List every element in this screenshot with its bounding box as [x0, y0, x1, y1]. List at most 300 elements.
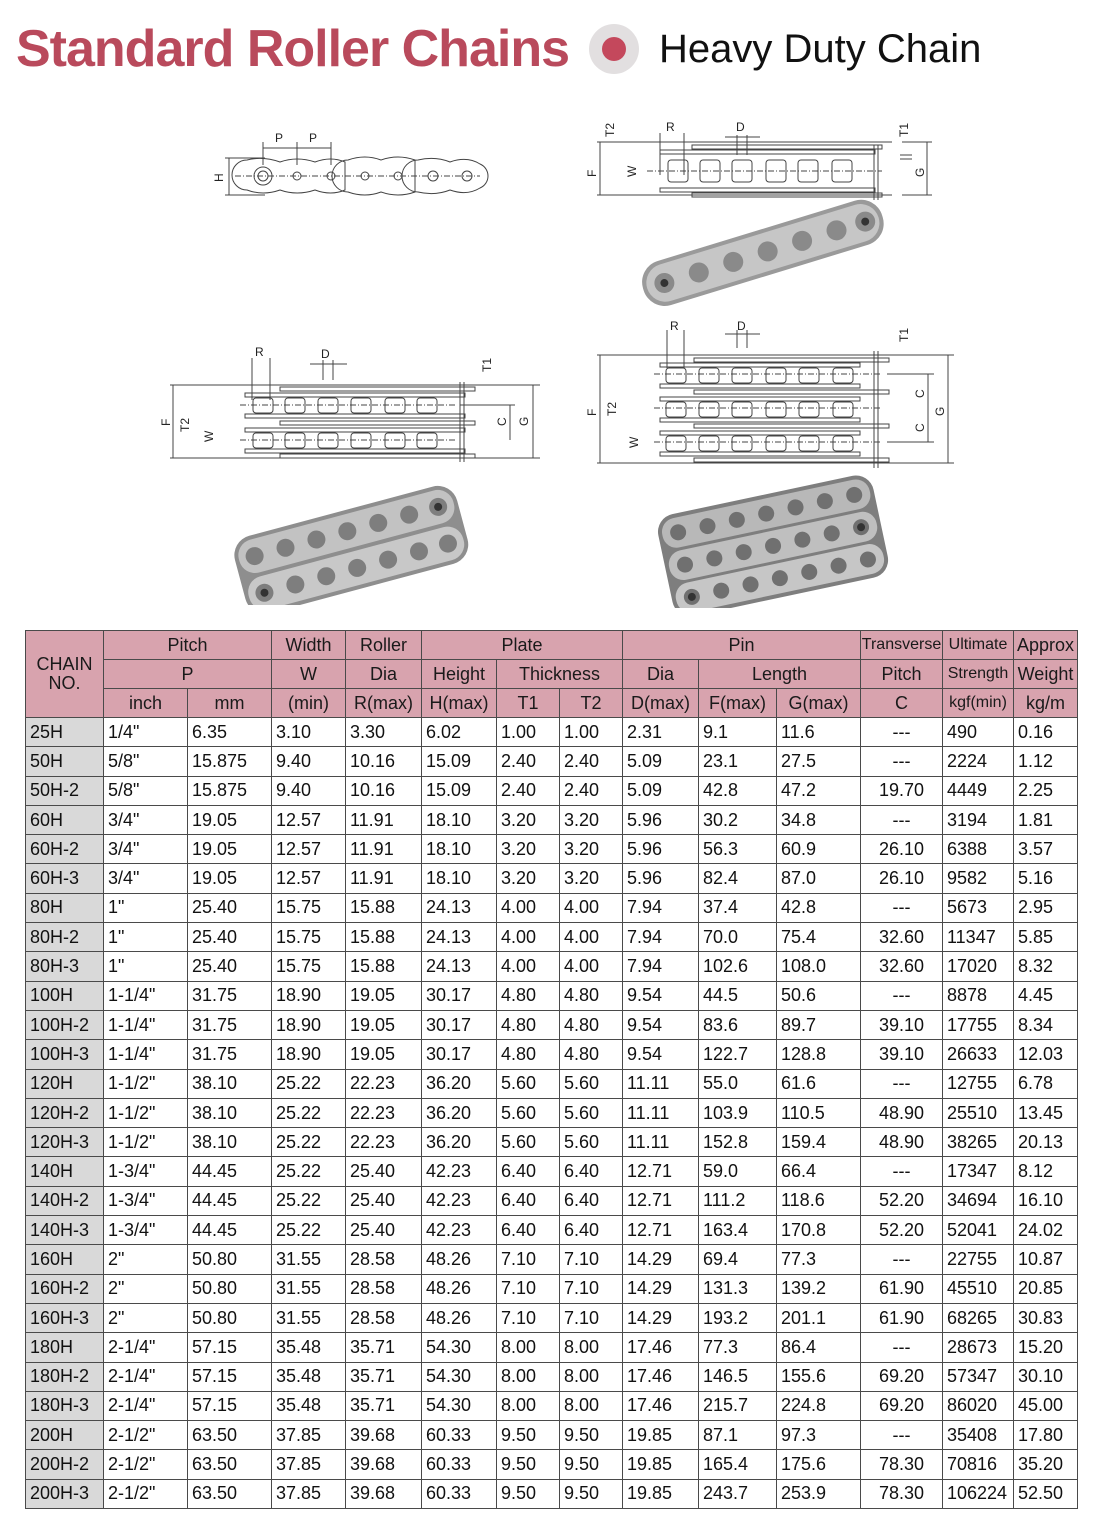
- page-subtitle: Heavy Duty Chain: [659, 27, 982, 71]
- cell-plate-t1: 7.10: [497, 1274, 560, 1303]
- cell-plate-h: 18.10: [422, 835, 497, 864]
- cell-plate-t2: 5.60: [560, 1069, 623, 1098]
- pin-dia-label: D: [737, 319, 746, 333]
- cell-pin-d: 2.31: [623, 718, 699, 747]
- table-row: [26, 776, 1078, 805]
- cell-chain-no: 140H-3: [26, 1216, 104, 1245]
- cell-pitch-inch: 1-1/4": [104, 1010, 188, 1039]
- cell-pitch-inch: 2-1/4": [104, 1333, 188, 1362]
- w-label: W: [202, 430, 216, 442]
- cell-plate-t2: 6.40: [560, 1157, 623, 1186]
- cell-ultimate-strength: 490: [943, 718, 1014, 747]
- col-roller-group: Roller: [346, 631, 422, 660]
- roller-label: R: [255, 345, 264, 359]
- col-plate-t1: T1: [497, 689, 560, 718]
- c-label: C: [495, 417, 509, 426]
- cell-chain-no: 100H: [26, 981, 104, 1010]
- cell-pitch-mm: 19.05: [188, 864, 272, 893]
- col-width-group: Width: [272, 631, 346, 660]
- cell-approx-weight: 2.95: [1014, 893, 1078, 922]
- cell-pitch-mm: 25.40: [188, 952, 272, 981]
- cell-pitch-inch: 1": [104, 952, 188, 981]
- cell-plate-h: 30.17: [422, 981, 497, 1010]
- col-ultimate-strength: Strength: [943, 660, 1014, 689]
- cell-plate-t1: 3.20: [497, 805, 560, 834]
- cell-approx-weight: 2.25: [1014, 776, 1078, 805]
- cell-pin-d: 5.09: [623, 776, 699, 805]
- cell-pin-d: 14.29: [623, 1274, 699, 1303]
- col-plate-h: H(max): [422, 689, 497, 718]
- cell-pin-d: 9.54: [623, 981, 699, 1010]
- cell-plate-t1: 6.40: [497, 1186, 560, 1215]
- cell-transverse-c: 69.20: [861, 1362, 943, 1391]
- cell-pin-d: 11.11: [623, 1069, 699, 1098]
- cell-pitch-inch: 1-3/4": [104, 1186, 188, 1215]
- cell-approx-weight: 1.81: [1014, 805, 1078, 834]
- cell-pin-d: 9.54: [623, 1040, 699, 1069]
- cell-chain-no: 180H-3: [26, 1391, 104, 1420]
- cell-pitch-inch: 3/4": [104, 864, 188, 893]
- c-label-2: C: [913, 423, 927, 432]
- cell-pitch-mm: 57.15: [188, 1362, 272, 1391]
- cell-pin-f: 70.0: [699, 923, 777, 952]
- table-row: [26, 1245, 1078, 1274]
- cell-approx-weight: 8.34: [1014, 1010, 1078, 1039]
- cell-plate-h: 24.13: [422, 923, 497, 952]
- cell-transverse-c: ---: [861, 1245, 943, 1274]
- cell-plate-t2: 4.00: [560, 923, 623, 952]
- cell-approx-weight: 3.57: [1014, 835, 1078, 864]
- cell-approx-weight: 17.80: [1014, 1421, 1078, 1450]
- cell-pitch-inch: 1": [104, 923, 188, 952]
- cell-pitch-mm: 44.45: [188, 1216, 272, 1245]
- cell-chain-no: 80H-3: [26, 952, 104, 981]
- cell-ultimate-strength: 86020: [943, 1391, 1014, 1420]
- cell-approx-weight: 8.32: [1014, 952, 1078, 981]
- col-pitch-group: Pitch: [104, 631, 272, 660]
- cell-pitch-mm: 57.15: [188, 1333, 272, 1362]
- cell-roller-r: 39.68: [346, 1450, 422, 1479]
- table-row: [26, 1274, 1078, 1303]
- header-row-3: [26, 689, 1078, 718]
- cell-pin-g: 253.9: [777, 1479, 861, 1508]
- cell-transverse-c: ---: [861, 747, 943, 776]
- col-transverse-group: Transverse: [861, 631, 943, 660]
- cell-plate-t1: 1.00: [497, 718, 560, 747]
- cell-pin-d: 9.54: [623, 1010, 699, 1039]
- cell-width-min: 18.90: [272, 981, 346, 1010]
- pitch-label-1: P: [275, 131, 284, 145]
- cell-roller-r: 22.23: [346, 1069, 422, 1098]
- t2-label: T2: [603, 122, 617, 137]
- f-label: F: [159, 418, 173, 426]
- cell-plate-h: 60.33: [422, 1450, 497, 1479]
- cell-approx-weight: 24.02: [1014, 1216, 1078, 1245]
- cell-pin-g: 175.6: [777, 1450, 861, 1479]
- cell-pin-f: 77.3: [699, 1333, 777, 1362]
- table-row: [26, 1362, 1078, 1391]
- cell-plate-t2: 8.00: [560, 1362, 623, 1391]
- cell-pin-g: 89.7: [777, 1010, 861, 1039]
- cell-roller-r: 11.91: [346, 805, 422, 834]
- cell-roller-r: 10.16: [346, 776, 422, 805]
- cell-plate-t2: 4.80: [560, 1040, 623, 1069]
- table-row: [26, 835, 1078, 864]
- cell-ultimate-strength: 12755: [943, 1069, 1014, 1098]
- cell-ultimate-strength: 34694: [943, 1186, 1014, 1215]
- cell-ultimate-strength: 8878: [943, 981, 1014, 1010]
- cell-pitch-inch: 1-3/4": [104, 1216, 188, 1245]
- cell-pitch-mm: 15.875: [188, 776, 272, 805]
- cell-pin-g: 86.4: [777, 1333, 861, 1362]
- cell-approx-weight: 10.87: [1014, 1245, 1078, 1274]
- cell-transverse-c: 32.60: [861, 923, 943, 952]
- cell-chain-no: 180H-2: [26, 1362, 104, 1391]
- cell-pitch-mm: 6.35: [188, 718, 272, 747]
- cell-width-min: 37.85: [272, 1421, 346, 1450]
- cell-approx-weight: 13.45: [1014, 1098, 1078, 1127]
- cell-plate-t1: 2.40: [497, 747, 560, 776]
- cell-pin-g: 87.0: [777, 864, 861, 893]
- cell-plate-h: 42.23: [422, 1186, 497, 1215]
- cell-pin-f: 102.6: [699, 952, 777, 981]
- cell-pin-g: 155.6: [777, 1362, 861, 1391]
- cell-pitch-inch: 2": [104, 1274, 188, 1303]
- cell-plate-t2: 1.00: [560, 718, 623, 747]
- table-row: [26, 893, 1078, 922]
- cell-plate-h: 42.23: [422, 1216, 497, 1245]
- cell-pin-g: 11.6: [777, 718, 861, 747]
- table-row: [26, 952, 1078, 981]
- cell-plate-t1: 3.20: [497, 864, 560, 893]
- cell-ultimate-strength: 70816: [943, 1450, 1014, 1479]
- cell-pin-f: 111.2: [699, 1186, 777, 1215]
- table-row: [26, 1479, 1078, 1508]
- cell-pitch-inch: 2-1/2": [104, 1479, 188, 1508]
- cell-chain-no: 200H-2: [26, 1450, 104, 1479]
- cell-pitch-inch: 3/4": [104, 805, 188, 834]
- col-pin-f: F(max): [699, 689, 777, 718]
- cell-chain-no: 200H: [26, 1421, 104, 1450]
- chain-spec-table: [25, 630, 1078, 1509]
- t2-label: T2: [178, 417, 192, 432]
- col-plate-t2: T2: [560, 689, 623, 718]
- cell-plate-t2: 9.50: [560, 1479, 623, 1508]
- cell-plate-t2: 7.10: [560, 1303, 623, 1332]
- cell-plate-t2: 3.20: [560, 805, 623, 834]
- cell-plate-h: 54.30: [422, 1391, 497, 1420]
- cell-roller-r: 11.91: [346, 864, 422, 893]
- cell-pitch-inch: 2": [104, 1245, 188, 1274]
- cell-roller-r: 35.71: [346, 1362, 422, 1391]
- cell-transverse-c: 26.10: [861, 864, 943, 893]
- cell-width-min: 31.55: [272, 1274, 346, 1303]
- cell-plate-t2: 8.00: [560, 1333, 623, 1362]
- cell-pin-g: 77.3: [777, 1245, 861, 1274]
- cell-pitch-mm: 31.75: [188, 1040, 272, 1069]
- col-ultimate-group: Ultimate: [943, 631, 1014, 660]
- cell-ultimate-strength: 68265: [943, 1303, 1014, 1332]
- cell-plate-h: 36.20: [422, 1128, 497, 1157]
- cell-pin-d: 12.71: [623, 1186, 699, 1215]
- cell-pin-g: 108.0: [777, 952, 861, 981]
- cell-plate-t1: 6.40: [497, 1216, 560, 1245]
- cell-pin-d: 17.46: [623, 1362, 699, 1391]
- cell-pitch-inch: 2-1/4": [104, 1362, 188, 1391]
- table-row: [26, 1069, 1078, 1098]
- cell-pitch-inch: 2": [104, 1303, 188, 1332]
- duplex-drawing: [155, 340, 540, 605]
- cell-plate-h: 48.26: [422, 1274, 497, 1303]
- cell-plate-t1: 4.00: [497, 923, 560, 952]
- cell-plate-t1: 9.50: [497, 1479, 560, 1508]
- cell-pitch-inch: 1-1/2": [104, 1098, 188, 1127]
- cell-ultimate-strength: 5673: [943, 893, 1014, 922]
- cell-approx-weight: 52.50: [1014, 1479, 1078, 1508]
- cell-width-min: 3.10: [272, 718, 346, 747]
- cell-approx-weight: 30.83: [1014, 1303, 1078, 1332]
- g-label: G: [933, 406, 947, 416]
- cell-ultimate-strength: 17020: [943, 952, 1014, 981]
- cell-pin-d: 5.96: [623, 835, 699, 864]
- table-row: [26, 718, 1078, 747]
- cell-pin-f: 103.9: [699, 1098, 777, 1127]
- table-row: [26, 1098, 1078, 1127]
- cell-plate-t2: 3.20: [560, 864, 623, 893]
- cell-transverse-c: 48.90: [861, 1098, 943, 1127]
- cell-plate-t1: 7.10: [497, 1303, 560, 1332]
- f-label: F: [585, 408, 599, 416]
- cell-ultimate-strength: 17755: [943, 1010, 1014, 1039]
- cell-approx-weight: 30.10: [1014, 1362, 1078, 1391]
- cell-transverse-c: 39.10: [861, 1010, 943, 1039]
- cell-roller-r: 22.23: [346, 1098, 422, 1127]
- cell-pin-g: 75.4: [777, 923, 861, 952]
- g-label: G: [517, 416, 531, 426]
- cell-roller-r: 25.40: [346, 1216, 422, 1245]
- cell-roller-r: 35.71: [346, 1391, 422, 1420]
- cell-width-min: 18.90: [272, 1040, 346, 1069]
- col-approx-unit: kg/m: [1014, 689, 1078, 718]
- cell-transverse-c: 48.90: [861, 1128, 943, 1157]
- table-header: [26, 631, 1078, 718]
- cell-plate-t1: 4.80: [497, 1010, 560, 1039]
- cell-plate-h: 30.17: [422, 1040, 497, 1069]
- t2-label: T2: [605, 401, 619, 416]
- cell-pin-d: 17.46: [623, 1333, 699, 1362]
- cell-approx-weight: 12.03: [1014, 1040, 1078, 1069]
- simplex-chain-diagram: [582, 115, 942, 310]
- cell-pitch-inch: 1-1/4": [104, 981, 188, 1010]
- col-approx-weight: Weight: [1014, 660, 1078, 689]
- cell-pitch-mm: 25.40: [188, 893, 272, 922]
- cell-plate-t1: 8.00: [497, 1391, 560, 1420]
- cell-pin-f: 165.4: [699, 1450, 777, 1479]
- table-row: [26, 1128, 1078, 1157]
- cell-approx-weight: 6.78: [1014, 1069, 1078, 1098]
- cell-chain-no: 50H: [26, 747, 104, 776]
- cell-ultimate-strength: 106224: [943, 1479, 1014, 1508]
- cell-approx-weight: 8.12: [1014, 1157, 1078, 1186]
- cell-pin-d: 19.85: [623, 1421, 699, 1450]
- col-width-min: (min): [272, 689, 346, 718]
- cell-pitch-mm: 38.10: [188, 1128, 272, 1157]
- cell-roller-r: 3.30: [346, 718, 422, 747]
- header-row-1: [26, 631, 1078, 660]
- cell-pin-f: 9.1: [699, 718, 777, 747]
- cell-plate-t1: 4.80: [497, 1040, 560, 1069]
- col-pin-dia: Dia: [623, 660, 699, 689]
- cell-roller-r: 15.88: [346, 893, 422, 922]
- cell-pitch-inch: 1/4": [104, 718, 188, 747]
- cell-pin-f: 44.5: [699, 981, 777, 1010]
- cell-chain-no: 120H-2: [26, 1098, 104, 1127]
- cell-plate-t2: 9.50: [560, 1450, 623, 1479]
- cell-width-min: 15.75: [272, 893, 346, 922]
- cell-pin-f: 152.8: [699, 1128, 777, 1157]
- cell-chain-no: 60H-3: [26, 864, 104, 893]
- header-row-2: [26, 660, 1078, 689]
- cell-plate-t1: 8.00: [497, 1362, 560, 1391]
- cell-approx-weight: 5.85: [1014, 923, 1078, 952]
- triplex-drawing: [582, 318, 962, 608]
- cell-pin-f: 37.4: [699, 893, 777, 922]
- cell-width-min: 25.22: [272, 1157, 346, 1186]
- cell-ultimate-strength: 57347: [943, 1362, 1014, 1391]
- cell-transverse-c: ---: [861, 1069, 943, 1098]
- page-title: Standard Roller Chains: [16, 20, 569, 78]
- cell-pin-g: 118.6: [777, 1186, 861, 1215]
- cell-ultimate-strength: 2224: [943, 747, 1014, 776]
- cell-pin-f: 131.3: [699, 1274, 777, 1303]
- cell-pin-f: 55.0: [699, 1069, 777, 1098]
- cell-transverse-c: ---: [861, 1421, 943, 1450]
- table-row: [26, 1040, 1078, 1069]
- cell-pitch-mm: 50.80: [188, 1303, 272, 1332]
- cell-pin-d: 11.11: [623, 1098, 699, 1127]
- page-header: [16, 14, 981, 84]
- cell-plate-t1: 7.10: [497, 1245, 560, 1274]
- cell-width-min: 35.48: [272, 1362, 346, 1391]
- cell-pitch-inch: 1": [104, 893, 188, 922]
- cell-plate-t1: 5.60: [497, 1128, 560, 1157]
- cell-chain-no: 160H: [26, 1245, 104, 1274]
- cell-ultimate-strength: 52041: [943, 1216, 1014, 1245]
- cell-pin-g: 224.8: [777, 1391, 861, 1420]
- cell-approx-weight: 20.85: [1014, 1274, 1078, 1303]
- cell-plate-t1: 6.40: [497, 1157, 560, 1186]
- cell-chain-no: 100H-2: [26, 1010, 104, 1039]
- col-plate-group: Plate: [422, 631, 623, 660]
- w-label: W: [627, 436, 641, 448]
- cell-ultimate-strength: 17347: [943, 1157, 1014, 1186]
- cell-roller-r: 15.88: [346, 952, 422, 981]
- cell-pin-g: 159.4: [777, 1128, 861, 1157]
- cell-pin-d: 19.85: [623, 1450, 699, 1479]
- cell-transverse-c: 26.10: [861, 835, 943, 864]
- cell-pin-f: 83.6: [699, 1010, 777, 1039]
- col-pin-group: Pin: [623, 631, 861, 660]
- col-ultimate-unit: kgf(min): [943, 689, 1014, 718]
- cell-chain-no: 160H-3: [26, 1303, 104, 1332]
- cell-pitch-inch: 1-1/4": [104, 1040, 188, 1069]
- table-row: [26, 1303, 1078, 1332]
- cell-plate-t2: 5.60: [560, 1098, 623, 1127]
- t1-label: T1: [897, 327, 911, 342]
- cell-ultimate-strength: 11347: [943, 923, 1014, 952]
- cell-approx-weight: 35.20: [1014, 1450, 1078, 1479]
- triplex-chain-diagram: [582, 318, 962, 608]
- cell-plate-t2: 2.40: [560, 747, 623, 776]
- cell-ultimate-strength: 26633: [943, 1040, 1014, 1069]
- cell-pin-g: 34.8: [777, 805, 861, 834]
- cell-roller-r: 11.91: [346, 835, 422, 864]
- cell-pin-d: 19.85: [623, 1479, 699, 1508]
- cell-plate-t2: 4.80: [560, 981, 623, 1010]
- cell-approx-weight: 15.20: [1014, 1333, 1078, 1362]
- cell-plate-t2: 4.80: [560, 1010, 623, 1039]
- table-row: [26, 1186, 1078, 1215]
- cell-pin-f: 163.4: [699, 1216, 777, 1245]
- t1-label: T1: [480, 357, 494, 372]
- cell-pitch-mm: 63.50: [188, 1421, 272, 1450]
- cell-width-min: 37.85: [272, 1450, 346, 1479]
- cell-plate-h: 36.20: [422, 1098, 497, 1127]
- cell-chain-no: 25H: [26, 718, 104, 747]
- cell-width-min: 12.57: [272, 835, 346, 864]
- cell-pitch-mm: 50.80: [188, 1245, 272, 1274]
- cell-chain-no: 160H-2: [26, 1274, 104, 1303]
- cell-roller-r: 28.58: [346, 1274, 422, 1303]
- cell-width-min: 25.22: [272, 1186, 346, 1215]
- table-row: [26, 981, 1078, 1010]
- cell-plate-t1: 4.00: [497, 952, 560, 981]
- cell-width-min: 35.48: [272, 1333, 346, 1362]
- cell-roller-r: 19.05: [346, 1040, 422, 1069]
- col-roller-dia: Dia: [346, 660, 422, 689]
- cell-chain-no: 140H: [26, 1157, 104, 1186]
- cell-plate-h: 18.10: [422, 864, 497, 893]
- cell-plate-h: 15.09: [422, 776, 497, 805]
- cell-pin-g: 61.6: [777, 1069, 861, 1098]
- cell-approx-weight: 16.10: [1014, 1186, 1078, 1215]
- cell-pin-d: 5.09: [623, 747, 699, 776]
- cell-pin-f: 193.2: [699, 1303, 777, 1332]
- col-plate-thickness: Thickness: [497, 660, 623, 689]
- cell-pin-d: 7.94: [623, 893, 699, 922]
- cell-width-min: 25.22: [272, 1216, 346, 1245]
- cell-pitch-inch: 5/8": [104, 747, 188, 776]
- col-transverse-c: C: [861, 689, 943, 718]
- cell-roller-r: 15.88: [346, 923, 422, 952]
- table-row: [26, 1421, 1078, 1450]
- cell-ultimate-strength: 22755: [943, 1245, 1014, 1274]
- cell-width-min: 9.40: [272, 747, 346, 776]
- col-pitch-inch: inch: [104, 689, 188, 718]
- cell-pitch-mm: 44.45: [188, 1157, 272, 1186]
- cell-plate-t2: 2.40: [560, 776, 623, 805]
- cell-plate-h: 30.17: [422, 1010, 497, 1039]
- cell-pin-d: 12.71: [623, 1216, 699, 1245]
- cell-chain-no: 60H: [26, 805, 104, 834]
- cell-pitch-inch: 2-1/2": [104, 1450, 188, 1479]
- cell-ultimate-strength: 28673: [943, 1333, 1014, 1362]
- col-plate-height: Height: [422, 660, 497, 689]
- cell-pitch-mm: 38.10: [188, 1069, 272, 1098]
- cell-pin-d: 5.96: [623, 805, 699, 834]
- t1-label: T1: [897, 122, 911, 137]
- cell-width-min: 18.90: [272, 1010, 346, 1039]
